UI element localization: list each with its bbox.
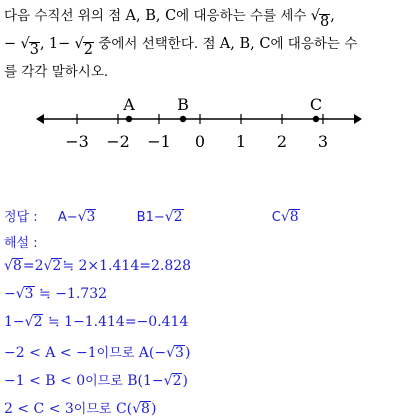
explain-line-2: − √ 3 ≒ −1.732 [4,286,108,303]
question-line-3: 를 각각 말하시오. [4,64,109,80]
tick-label: −2 [106,132,130,151]
sqrt-8: √ 8 [4,258,22,275]
left-arrow-icon [36,114,44,124]
explain-line-6: 2 < C < 3이므로 C( √ 8 ) [4,401,157,417]
explain-line-1: √ 8 =2 √ 2 ≒ 2×1.414=2.828 [4,258,192,275]
point-a-dot [126,116,132,122]
question-line-2 [4,30,396,58]
answer-a: A− [57,210,78,225]
point-names: A, B, C [125,8,177,24]
explain-label: 해설 : [4,236,38,251]
sqrt-3: √ 3 [166,345,184,362]
comma: , [330,8,335,24]
tick-label: 2 [276,132,288,151]
tick-label: −3 [65,132,89,151]
minus-sign: − [4,36,17,52]
tick-label: −1 [147,132,171,151]
sqrt-2: √ 2 [74,36,93,58]
point-b-dot [180,116,186,122]
answer-b: B1− [136,210,165,225]
explain-line-5: −1 < B < 0이므로 B(1− √ 2 ) [4,373,188,390]
question-fragment: 다음 수직선 위의 점 [4,8,126,24]
point-c-dot [313,116,319,122]
sqrt-8: √ 8 [132,401,150,417]
explain-line-4: −2 < A < −1이므로 A(− √ 3 ) [4,345,191,362]
tick-label: 1 [235,132,247,151]
sqrt-8: √ 8 [310,8,330,30]
number-line [0,88,400,158]
answer-label: 정답 : [4,210,38,225]
sqrt-8: √ 8 [280,209,299,226]
sqrt-3: √ 3 [20,36,39,58]
question-fragment: 에 대응하는 수를 세수 [176,8,311,24]
point-c-label: C [309,95,323,114]
sqrt-3: √ 3 [15,286,34,303]
point-names: A, B, C [219,36,271,52]
right-arrow-icon [354,114,362,124]
tick-label: 0 [194,132,206,151]
sqrt-2: √ 2 [43,258,62,275]
question-text [4,2,396,86]
question-fragment: 중에서 선택한다. 점 [94,36,220,52]
sqrt-2: √ 2 [24,314,43,331]
tick-label: 3 [317,132,329,151]
answer-row [4,206,300,225]
point-a-label: A [123,95,135,114]
point-b-label: B [177,95,189,114]
question-fragment: 에 대응하는 수 [270,36,358,52]
sqrt-3: √ 3 [77,209,96,226]
sqrt-2: √ 2 [164,209,183,226]
one-minus: 1− [48,36,71,52]
answer-c: C [271,210,281,225]
sqrt-2: √ 2 [163,373,182,390]
question-line-1 [4,2,396,30]
comma: , [39,36,45,52]
explain-line-3: 1− √ 2 ≒ 1−1.414=−0.414 [4,314,189,331]
